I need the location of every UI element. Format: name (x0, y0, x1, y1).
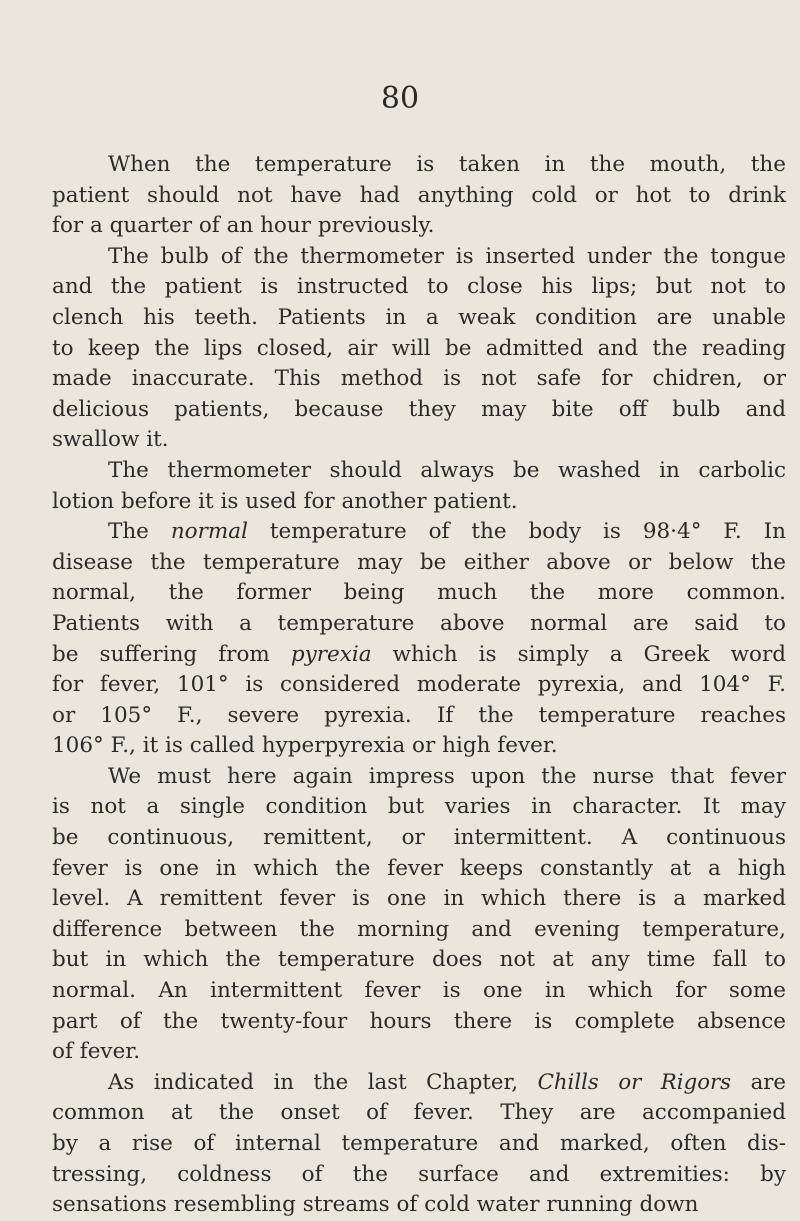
text-line: delicious patients, because they may bite off bulb and (52, 396, 786, 422)
text-line: part of the twenty-four hours there is complete absence (52, 1008, 786, 1034)
text-line: tressing, coldness of the surface and extremities: by (52, 1161, 786, 1187)
text-line: As indicated in the last Chapter, Chills or Rigors are (108, 1069, 786, 1095)
text-line: but in which the temperature does not at any time fall to (52, 947, 786, 973)
text-line: or 105° F., severe pyrexia. If the temperature reaches (52, 702, 786, 728)
text-line: for fever, 101° is considered moderate pyrexia, and 104° F. (52, 672, 786, 698)
text-line: 106° F., it is called hyperpyrexia or high fever. (52, 733, 558, 759)
text-line: and the patient is instructed to close his lips; but not to (52, 274, 786, 300)
text-line: of fever. (52, 1039, 141, 1065)
text-line: clench his teeth. Patients in a weak condition are unable (52, 304, 786, 330)
paragraph (52, 1068, 786, 1221)
paragraph (52, 517, 786, 762)
text-line: made inaccurate. This method is not safe for chidren, or (52, 366, 786, 392)
paragraph (52, 150, 786, 242)
text-line: be continuous, remittent, or intermittent. A continuous (52, 825, 786, 851)
paragraph (52, 242, 786, 456)
text-line: We must here again impress upon the nurse that fever (108, 763, 786, 789)
text-line: is not a single condition but varies in character. It may (52, 794, 786, 820)
text-line: difference between the morning and evening temperature, (52, 916, 786, 942)
text-line: fever is one in which the fever keeps constantly at a high (52, 855, 786, 881)
text-line: normal. An intermittent fever is one in which for some (52, 978, 786, 1004)
text-line: patient should not have had anything cold or hot to drink (52, 182, 786, 208)
text-line: disease the temperature may be either above or below the (52, 549, 786, 575)
text-line: swallow it. (52, 427, 169, 453)
text-line: The normal temperature of the body is 98·4° F. In (108, 519, 786, 545)
text-line: for a quarter of an hour previously. (52, 213, 435, 239)
paragraph (52, 762, 786, 1068)
text-line: The bulb of the thermometer is inserted under the tongue (108, 243, 786, 269)
text-line: sensations resembling streams of cold water running down (52, 1192, 699, 1218)
text-line: be suffering from pyrexia which is simply a Greek word (52, 641, 786, 667)
text-line: by a rise of internal temperature and marked, often dis- (52, 1131, 786, 1156)
paragraph (52, 456, 786, 517)
text-line: level. A remittent fever is one in which there is a marked (52, 886, 786, 912)
text-line: The thermometer should always be washed in carbolic (108, 457, 786, 483)
text-line: to keep the lips closed, air will be admitted and the reading (52, 335, 786, 361)
text-line: normal, the former being much the more common. (52, 580, 786, 606)
text-line: When the temperature is taken in the mouth, the (108, 152, 786, 177)
text-line: common at the onset of fever. They are accompanied (52, 1100, 786, 1126)
text-line: Patients with a temperature above normal are said to (52, 610, 786, 636)
body-text (52, 150, 786, 1221)
text-line: lotion before it is used for another patient. (52, 488, 518, 514)
page-number: 80 (380, 81, 420, 116)
